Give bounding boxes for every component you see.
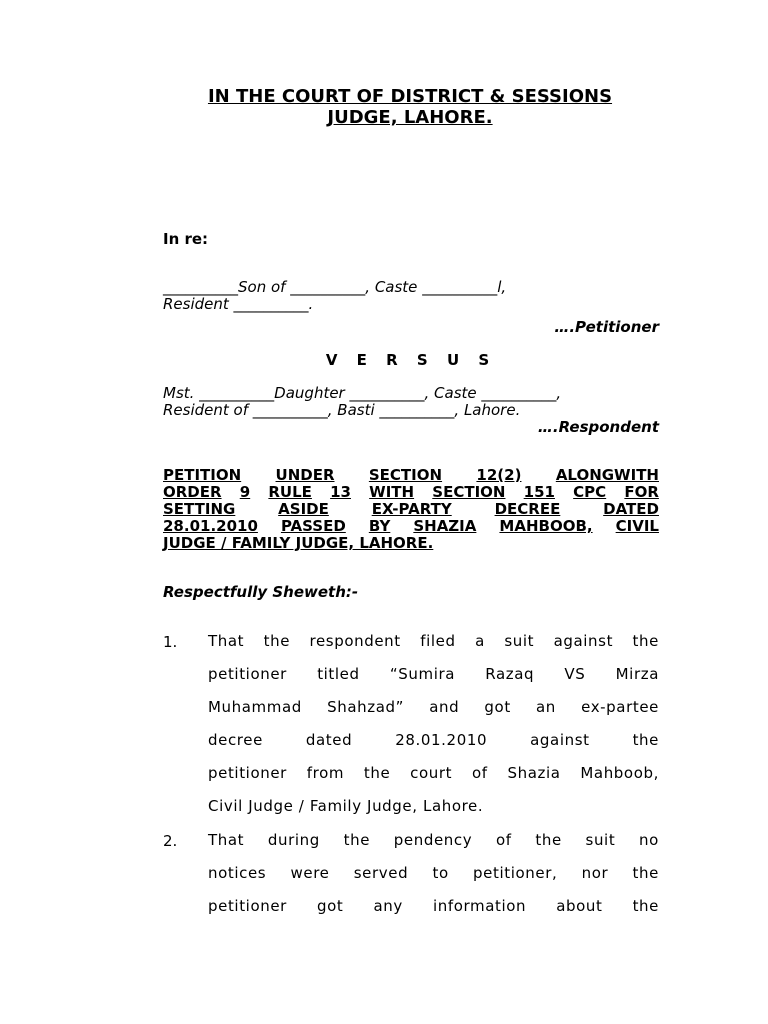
word: 151 [523,483,555,501]
word: decree [208,731,263,749]
court-heading [160,86,660,128]
word: That [208,632,245,650]
word: during [267,831,320,849]
word: VS [564,665,586,683]
paragraph-line [208,765,659,798]
word: Mirza [615,665,659,683]
word: the [535,831,562,849]
word: petitioner [208,764,287,782]
word: Shazia [507,764,561,782]
word: ASIDE [278,500,329,518]
paragraph-line [208,832,659,865]
paragraph-line [208,666,659,699]
word: RULE [268,483,312,501]
word: from [306,764,345,782]
word: PASSED [280,517,346,535]
word: the [632,897,659,915]
word: EX-PARTY [371,500,452,518]
word: about [556,897,603,915]
word: petitioner [208,665,287,683]
word: Razaq [485,665,535,683]
petitioner-word: of [271,278,286,296]
paragraph-line [208,699,659,732]
word: notices [208,864,267,882]
word: suit [504,632,535,650]
paragraph-line [208,732,659,765]
petitioner-line-1 [163,279,659,296]
word: the [343,831,371,849]
word: ALONGWITH [555,466,659,484]
word: CIVIL [615,517,659,535]
word: That [208,831,245,849]
word: BY [368,517,391,535]
word: Muhammad [208,698,302,716]
word: against [530,731,590,749]
sheweth-heading: Respectfully Sheweth:- [163,583,359,601]
word: “Sumira [389,665,456,683]
word: DATED [603,500,659,518]
word: information [432,897,527,915]
respondent-line-1: Mst. __________Daughter __________, Caste __________, [163,384,562,402]
in-re-label: In re: [163,230,209,248]
word: petitioner, [473,864,558,882]
petitioner-line-2: Resident __________. [163,295,314,313]
word: no [639,831,659,849]
word: served [353,864,409,882]
word: 13 [330,483,351,501]
word: UNDER [275,466,335,484]
paragraph-number: 2. [163,832,178,850]
respondent-block [163,385,659,419]
petition-title-line [163,467,659,484]
word: 12(2) [476,466,522,484]
word: the [263,632,291,650]
petitioner-word: __________l, [422,278,507,296]
word: an [536,698,556,716]
petitioner-word: __________, [290,278,371,296]
word: the [632,632,659,650]
word: SETTING [163,500,236,518]
word: Shahzad” [327,698,404,716]
paragraph-body [208,832,659,931]
word: of [495,831,512,849]
petition-title-line: JUDGE / FAMILY JUDGE, LAHORE. [163,534,434,552]
paragraph-number: 1. [163,633,178,651]
petition-title-line [163,484,659,501]
word: 9 [239,483,251,501]
word: got [317,897,344,915]
word: dated [305,731,353,749]
word: CPC [573,483,607,501]
word: PETITION [163,466,242,484]
word: to [432,864,449,882]
word: SHAZIA [413,517,477,535]
word: 28.01.2010 [395,731,488,749]
word: were [290,864,330,882]
paragraph-body [208,633,659,831]
word: and [429,698,460,716]
court-heading-line-2: JUDGE, LAHORE. [327,107,493,128]
petition-title-line [163,518,659,535]
word: ex-partee [581,698,659,716]
word: SECTION [432,483,506,501]
word: pendency [393,831,473,849]
word: any [373,897,403,915]
respondent-role: ….Respondent [537,418,659,436]
word: suit [585,831,616,849]
paragraph-line [208,898,659,931]
petition-title [163,467,659,552]
respondent-line-2: Resident of __________, Basti __________, Lahore. [163,401,521,419]
word: MAHBOOB, [499,517,593,535]
word: ORDER [163,483,222,501]
paragraph-line [208,865,659,898]
word: filed [420,632,456,650]
petition-title-line [163,501,659,518]
word: court [410,764,453,782]
word: respondent [309,632,401,650]
word: Mahboob, [580,764,659,782]
word: the [632,731,659,749]
paragraph-line [208,633,659,666]
word: got [484,698,511,716]
petitioner-role: ….Petitioner [554,318,659,336]
word: the [363,764,391,782]
petitioner-word: __________Son [163,278,267,296]
word: titled [317,665,360,683]
word: 28.01.2010 [163,517,258,535]
paragraph-line: Civil Judge / Family Judge, Lahore. [208,797,484,815]
versus-label: V E R S U S [325,351,497,369]
word: a [475,632,485,650]
petitioner-block [163,279,659,313]
word: DECREE [494,500,561,518]
word: WITH [369,483,415,501]
petitioner-word: Caste [374,278,418,296]
word: nor [581,864,609,882]
word: SECTION [368,466,443,484]
word: FOR [624,483,659,501]
court-heading-line-1: IN THE COURT OF DISTRICT & SESSIONS [207,86,613,107]
word: petitioner [208,897,287,915]
word: of [471,764,488,782]
word: the [632,864,659,882]
word: against [553,632,614,650]
